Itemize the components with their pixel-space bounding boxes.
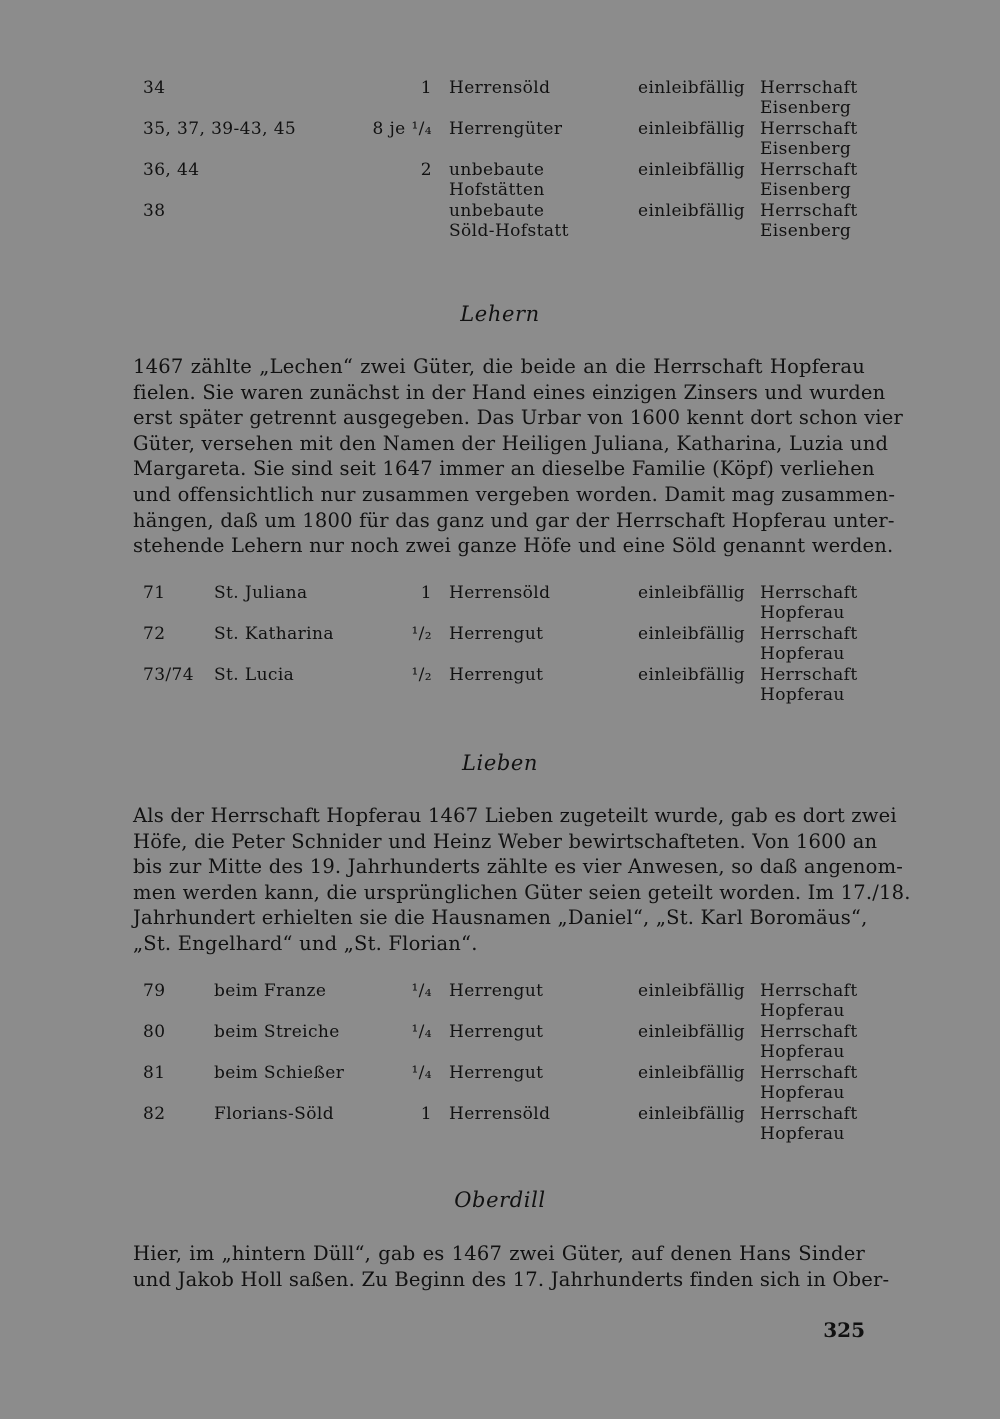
text-line: Hier, im „hintern Düll“, gab es 1467 zwei Güter, auf denen Hans Sinder: [133, 1242, 865, 1265]
tenure-status: einleibfällig: [638, 201, 746, 221]
text-line: bis zur Mitte des 19. Jahrhunderts zählte es vier Anwesen, so daß angenom-: [133, 855, 904, 879]
owner-place: Hopferau: [760, 1042, 845, 1062]
text-line: Höfe, die Peter Schnider und Heinz Weber bewirtschafteten. Von 1600 an: [133, 829, 878, 853]
parcel-number: 82: [143, 1104, 166, 1124]
owner: Herrschaft: [760, 201, 858, 221]
owner-place: Eisenberg: [760, 180, 852, 200]
text-line: 1467 zählte „Lechen“ zwei Güter, die beide an die Herrschaft Hopferau: [133, 355, 865, 378]
section-heading-lieben: Lieben: [461, 751, 539, 775]
parcel-number: 80: [143, 1022, 166, 1042]
property-type: Herrengut: [449, 665, 544, 685]
text-line: „St. Engelhard“ und „St. Florian“.: [133, 931, 478, 955]
house-name: beim Streiche: [214, 1022, 340, 1042]
quantity: ¹/₂: [411, 624, 432, 644]
parcel-number: 73/74: [143, 665, 194, 685]
tenure-status: einleibfällig: [638, 1022, 746, 1042]
property-type: Herrengüter: [449, 119, 563, 139]
parcel-number: 72: [143, 624, 166, 644]
text-line: stehende Lehern nur noch zwei ganze Höfe und eine Söld genannt werden.: [133, 534, 894, 558]
text-line: erst später getrennt ausgegeben. Das Urbar von 1600 kennt dort schon vier: [133, 406, 903, 430]
property-type-continued: Hofstätten: [449, 180, 545, 200]
page-number: 325: [823, 1318, 865, 1342]
tenure-status: einleibfällig: [638, 1063, 746, 1083]
paragraph-oberdill: [133, 1241, 890, 1292]
parcel-number: 35, 37, 39-43, 45: [143, 119, 297, 139]
text-line: Margareta. Sie sind seit 1647 immer an dieselbe Familie (Köpf) verliehen: [133, 457, 875, 481]
text-line: Jahrhundert erhielten sie die Hausnamen „Daniel“, „St. Karl Boromäus“,: [133, 906, 868, 930]
owner: Herrschaft: [760, 1022, 858, 1042]
owner-place: Hopferau: [760, 685, 845, 705]
owner-place: Eisenberg: [760, 98, 852, 118]
owner: Herrschaft: [760, 78, 858, 98]
text-line: men werden kann, die ursprünglichen Güter seien geteilt worden. Im 17./18.: [133, 880, 911, 904]
owner: Herrschaft: [760, 665, 858, 685]
quantity: 1: [420, 78, 432, 98]
text-line: und offensichtlich nur zusammen vergeben worden. Damit mag zusammen-: [133, 482, 896, 506]
text-line: Güter, versehen mit den Namen der Heiligen Juliana, Katharina, Luzia und: [133, 431, 889, 455]
owner: Herrschaft: [760, 583, 858, 603]
owner-place: Hopferau: [760, 1001, 845, 1021]
parcel-number: 38: [143, 201, 166, 221]
owner: Herrschaft: [760, 1063, 858, 1083]
text-line: fielen. Sie waren zunächst in der Hand eines einzigen Zinsers und wurden: [133, 380, 886, 404]
property-type: Herrensöld: [449, 1104, 551, 1124]
tenure-status: einleibfällig: [638, 119, 746, 139]
property-type: Herrengut: [449, 981, 544, 1001]
section-heading-lehern: Lehern: [460, 302, 540, 326]
house-name: St. Lucia: [214, 665, 295, 685]
house-name: beim Franze: [214, 981, 327, 1001]
quantity: ¹/₄: [411, 1022, 432, 1042]
quantity: 1: [420, 1104, 432, 1124]
property-type-continued: Söld-Hofstatt: [449, 221, 569, 241]
property-type: Herrensöld: [449, 583, 551, 603]
quantity: ¹/₄: [411, 1063, 432, 1083]
quantity: 2: [420, 160, 432, 180]
owner-place: Eisenberg: [760, 139, 852, 159]
tenure-status: einleibfällig: [638, 624, 746, 644]
tenure-status: einleibfällig: [638, 665, 746, 685]
tenure-status: einleibfällig: [638, 981, 746, 1001]
owner: Herrschaft: [760, 1104, 858, 1124]
quantity: ¹/₂: [411, 665, 432, 685]
quantity: 8 je ¹/₄: [372, 119, 432, 139]
tenure-status: einleibfällig: [638, 78, 746, 98]
quantity: 1: [420, 583, 432, 603]
owner: Herrschaft: [760, 981, 858, 1001]
house-name: St. Juliana: [214, 583, 308, 603]
owner-place: Eisenberg: [760, 221, 852, 241]
parcel-number: 79: [143, 981, 166, 1001]
parcel-number: 71: [143, 583, 166, 603]
text-line: Als der Herrschaft Hopferau 1467 Lieben zugeteilt wurde, gab es dort zwei: [133, 804, 897, 827]
owner-place: Hopferau: [760, 644, 845, 664]
property-type: Herrensöld: [449, 78, 551, 98]
parcel-number: 36, 44: [143, 160, 200, 180]
property-type: Herrengut: [449, 1063, 544, 1083]
owner: Herrschaft: [760, 119, 858, 139]
house-name: St. Katharina: [214, 624, 334, 644]
owner-place: Hopferau: [760, 1124, 845, 1144]
property-type: Herrengut: [449, 624, 544, 644]
property-type: unbebaute: [449, 201, 545, 221]
tenure-status: einleibfällig: [638, 583, 746, 603]
parcel-number: 34: [143, 78, 166, 98]
quantity: ¹/₄: [411, 981, 432, 1001]
parcel-number: 81: [143, 1063, 166, 1083]
property-type: unbebaute: [449, 160, 545, 180]
house-name: Florians-Söld: [214, 1104, 334, 1124]
text-line: und Jakob Holl saßen. Zu Beginn des 17. Jahrhunderts finden sich in Ober-: [133, 1267, 890, 1291]
owner-place: Hopferau: [760, 1083, 845, 1103]
house-name: beim Schießer: [214, 1063, 345, 1083]
section-heading-oberdill: Oberdill: [454, 1188, 546, 1212]
paragraph-lieben: [133, 803, 911, 957]
owner: Herrschaft: [760, 624, 858, 644]
tenure-status: einleibfällig: [638, 1104, 746, 1124]
tenure-status: einleibfällig: [638, 160, 746, 180]
owner-place: Hopferau: [760, 603, 845, 623]
property-type: Herrengut: [449, 1022, 544, 1042]
owner: Herrschaft: [760, 160, 858, 180]
paragraph-lehern: [133, 354, 903, 559]
text-line: hängen, daß um 1800 für das ganz und gar der Herrschaft Hopferau unter-: [133, 508, 895, 532]
